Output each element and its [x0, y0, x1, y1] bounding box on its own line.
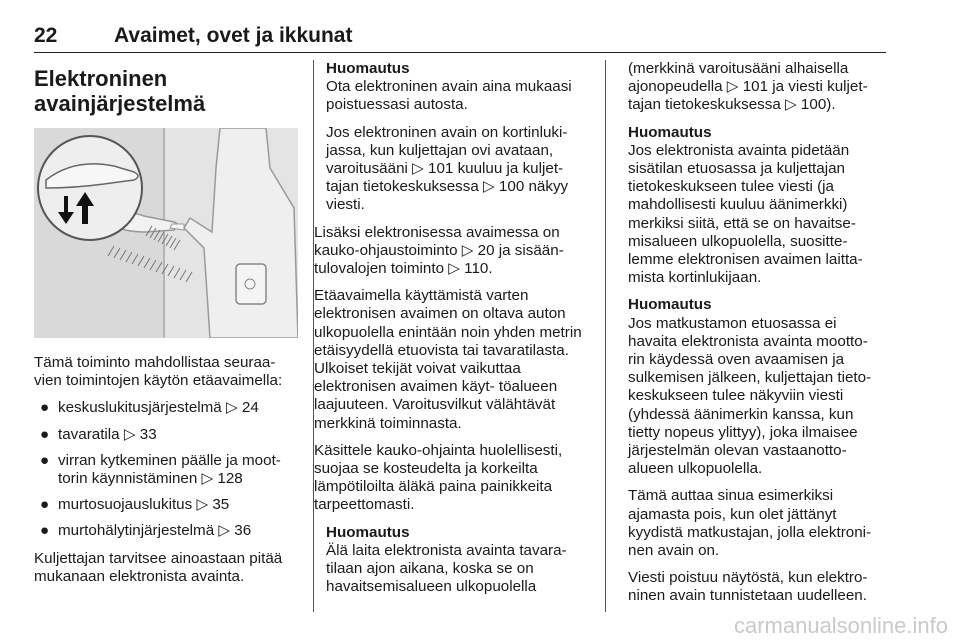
- note-paragraph: Jos elektroninen avain on kortinluki- jassa, kun kuljettajan ovi avataan, varoitusääni ▷ 101 kuuluu ja kuljet- tajan tietokeskuksessa ▷ 100 näkyy viesti.: [326, 123, 569, 214]
- note-title: Huomautus: [326, 60, 410, 77]
- paragraph: Viesti poistuu näytöstä, kun elektro- ninen avain tunnistetaan uudelleen.: [628, 569, 868, 605]
- note-paragraph: Jos matkustamon etuosassa ei havaita elektronista avainta mootto- rin käydessä oven avaamisen ja sulkemisen jälkeen, kuljettajan tieto- keskukseen tulee näkyviin viesti (yhdessä äänimerkin kanssa, kun tietty nopeus ylittyy), joka ilmaisee järjestelmän olevan vastaanotto- alueen ulkopuolella.: [628, 314, 872, 478]
- paragraph: (merkkinä varoitusääni alhaisella ajonopeudella ▷ 101 ja viesti kuljet- tajan tietokeskuksessa ▷ 100).: [628, 60, 868, 114]
- intro-text: Tämä toiminto mahdollistaa seuraa- vien toimintojen käytön etäavaimella:: [34, 354, 283, 390]
- paragraph: Lisäksi elektronisessa avaimessa on kauko-ohjaustoiminto ▷ 20 ja sisään- tulovalojen toiminto ▷ 110.: [314, 223, 564, 278]
- paragraph: Käsittele kauko-ohjainta huolellisesti, suojaa se kosteudelta ja korkeilta lämpötiloilta äläkä paina painikkeita tarpeettomasti.: [314, 441, 563, 514]
- outro-text: Kuljettajan tarvitsee ainoastaan pitää mukanaan elektronista avainta.: [34, 549, 283, 585]
- note-paragraph: Älä laita elektronista avainta tavara- tilaan ajon aikana, koska se on havaitsemisalueen ulkopuolella: [326, 541, 567, 596]
- heading-line-2: avainjärjestelmä: [34, 91, 206, 116]
- note-box: [628, 124, 884, 288]
- heading: [34, 66, 300, 116]
- watermark: carmanualsonline.info: [733, 613, 948, 638]
- note-box: [314, 524, 596, 597]
- note-title: Huomautus: [326, 523, 410, 541]
- note-box: [628, 296, 884, 478]
- list-item: ● virran kytkeminen päälle ja moot- torin käynnistäminen ▷ 128: [40, 451, 281, 488]
- column-3: [628, 60, 884, 615]
- column-1: [34, 60, 300, 595]
- list-item: ● murtohälytinjärjestelmä ▷ 36: [40, 522, 252, 540]
- list-item: ● tavaratila ▷ 33: [40, 425, 157, 443]
- paragraph: Etäavaimella käyttämistä varten elektronisen avaimen on oltava auton ulkopuolella enintään noin yhden metrin etäisyydellä etuovista tai tavaratilasta. Ulkoiset tekijät voivat vaikuttaa elektronisen avaimen käyt- töalueen laajuuteen. Varoitusvilkut välähtävät merkkinä toiminnasta.: [314, 287, 582, 432]
- list-item: ● keskuslukitusjärjestelmä ▷ 24: [40, 399, 259, 417]
- note-box: [314, 60, 596, 215]
- column-2: [314, 60, 596, 605]
- heading-line-1: Elektroninen: [34, 66, 168, 91]
- section-title: Avaimet, ovet ja ikkunat: [114, 24, 353, 47]
- illustration-electronic-key: [34, 128, 298, 338]
- note-paragraph: Ota elektroninen avain aina mukaasi poistuessasi autosta.: [326, 78, 572, 114]
- feature-list: [34, 399, 300, 540]
- column-divider: [605, 60, 606, 612]
- note-title: Huomautus: [628, 123, 712, 141]
- page-number: 22: [34, 24, 58, 47]
- page-header: [34, 22, 886, 53]
- list-item: ● murtosuojauslukitus ▷ 35: [40, 496, 230, 514]
- paragraph: Tämä auttaa sinua esimerkiksi ajamasta pois, kun olet jättänyt kyydistä matkustajan, jolla elektroni- nen avain on.: [628, 487, 872, 560]
- note-title: Huomautus: [628, 296, 712, 314]
- note-paragraph: Jos elektronista avainta pidetään sisätilan etuosassa ja kuljettajan tietokeskukseen tulee viesti (ja mahdollisesti kuuluu äänimerkki) merkiksi siitä, että se on havaitse- misalueen ulkopuolella, suositte- lemme elektronisen avaimen laitta- mista kortinlukijaan.: [628, 141, 863, 287]
- key-illustration-svg: [34, 128, 298, 338]
